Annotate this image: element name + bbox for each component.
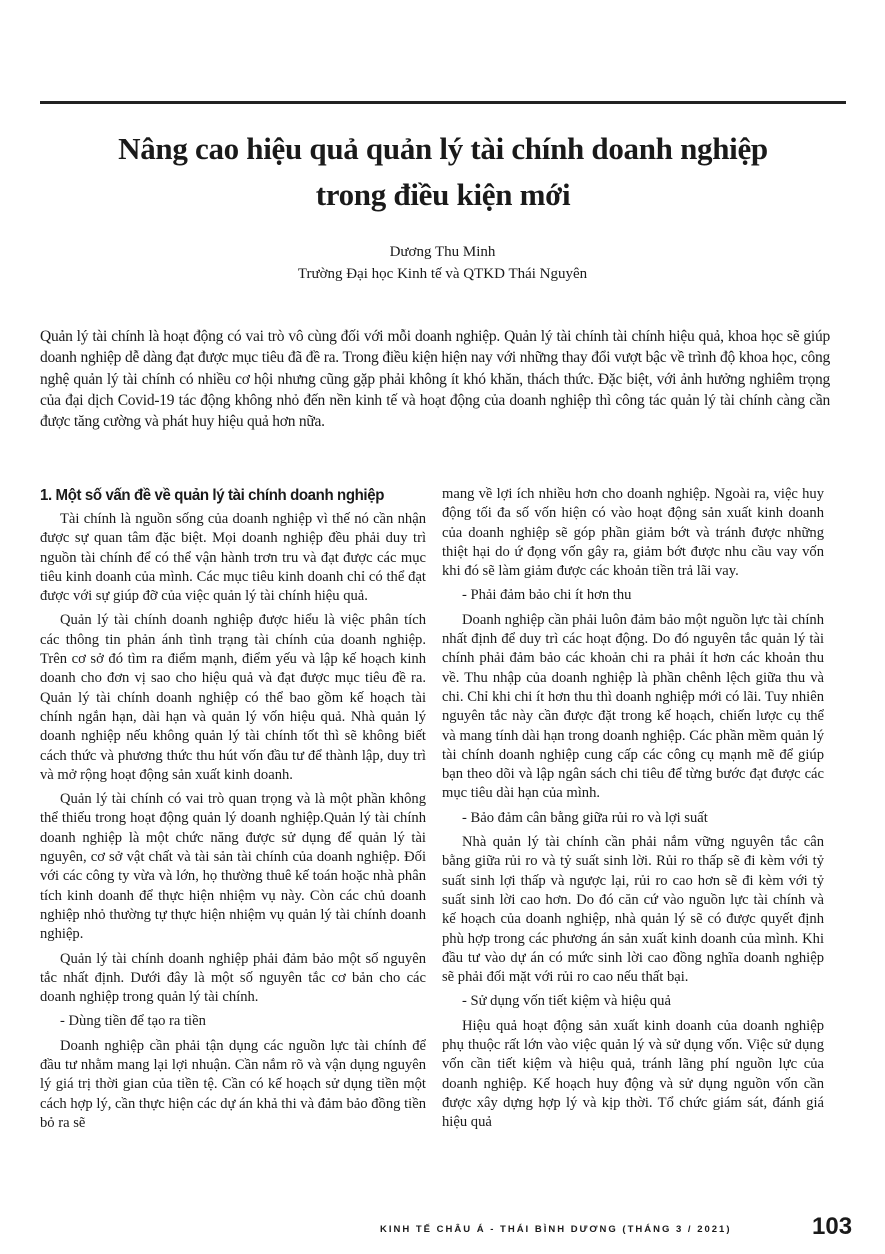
paragraph: Tài chính là nguồn sống của doanh nghiệp vì thế nó cần nhận được sự quan tâm đặc biệt. Mọi doanh nghiệp đều phải duy trì nguồn tài chính để có thể vận hành trơn tru và đạt được các mục tiêu kinh doanh của mình. Các mục tiêu kinh doanh chỉ có thể đạt được với sự giúp đỡ của việc quản lý tài chính hiệu quả. <box>40 511 426 605</box>
author-affiliation: Trường Đại học Kinh tế và QTKD Thái Nguyên <box>297 266 588 282</box>
paragraph: Quản lý tài chính doanh nghiệp được hiểu là việc phân tích các thông tin phản ánh tình trạng tài chính của doanh nghiệp. Trên cơ sở đó tìm ra điểm mạnh, điểm yếu và lập kế hoạch kinh doanh cho đơn vị sao cho hiệu quả và đạt được mục tiêu đề ra. Quản lý tài chính doanh nghiệp có thể bao gồm kế hoạch tài chính ngắn hạn, dài hạn và quản lý vốn hiệu quả. Nhà quản lý doanh nghiệp nếu không quản lý tài chính tốt thì sẽ không biết cách thức và phương thức thu hút vốn đầu tư để thành lập, duy trì và mở rộng hoạt động sản xuất kinh doanh. <box>40 612 426 783</box>
principle-heading: - Dùng tiền để tạo ra tiền <box>60 1013 206 1030</box>
header-rule <box>40 101 846 104</box>
paragraph: Doanh nghiệp cần phải luôn đảm bảo một nguồn lực tài chính nhất định để duy trì các hoạt động. Do đó nguyên tắc quản lý tài chính phải đảm bảo các khoản chi ra phải ít hơn các khoản thu về. Thu nhập của doanh nghiệp là phần chênh lệch giữa thu và chi. Chỉ khi chi ít hơn thu thì doanh nghiệp mới có lãi. Tuy nhiên nguyên tắc này cần được đặt trong kế hoạch, chiến lược cụ thể và mang tính dài hạn trong doanh nghiệp. Các phần mềm quản lý tài chính doanh nghiệp cung cấp các công cụ mạnh mẽ để giúp bạn theo dõi và lập ngân sách chi tiêu để từng bước đạt được các mục tiêu dài hạn của mình. <box>442 611 824 802</box>
title-line: Nâng cao hiệu quả quản lý tài chính doanh nghiệp <box>118 131 768 166</box>
paragraph: Quản lý tài chính có vai trò quan trọng và là một phần không thể thiếu trong hoạt động quản lý doanh nghiệp.Quản lý tài chính doanh nghiệp là một chức năng được sử dụng để quản lý tài nguyên, cơ sở vật chất và tài sản tài chính của doanh nghiệp. Đối với các công ty vừa và lớn, họ thường thuê kế toán hoặc nhà phân tích kinh doanh để thực hiện nhiệm vụ này. Còn các chủ doanh nghiệp nhỏ thường tự thực hiện nhiệm vụ quản lý tài chính doanh nghiệp. <box>40 791 426 943</box>
article-title <box>40 126 846 218</box>
author-name: Dương Thu Minh <box>389 244 496 260</box>
left-column <box>40 485 426 1138</box>
right-column <box>442 485 824 1138</box>
title-line: trong điều kiện mới <box>315 177 571 212</box>
journal-footer: KINH TẾ CHÂU Á - THÁI BÌNH DƯƠNG (THÁNG 3 / 2021) <box>380 1224 732 1235</box>
paragraph: Quản lý tài chính doanh nghiệp phải đảm bảo một số nguyên tắc nhất định. Dưới đây là một số nguyên tắc cơ bản cho các doanh nghiệp trong quản lý tài chính. <box>40 950 426 1006</box>
paragraph: mang về lợi ích nhiều hơn cho doanh nghiệp. Ngoài ra, việc huy động tối đa số vốn hiện có vào hoạt động sản xuất kinh doanh của doanh nghiệp sẽ góp phần giảm bớt và tránh được những thiệt hại do ứ đọng vốn gây ra, giảm bớt được nhu cầu vay vốn khi đó sẽ làm giảm được các khoản tiền trả lãi vay. <box>442 486 824 580</box>
page-number: 103 <box>812 1213 853 1240</box>
paragraph: Hiệu quả hoạt động sản xuất kinh doanh của doanh nghiệp phụ thuộc rất lớn vào việc quản lý và sử dụng vốn. Việc sử dụng vốn cần tiết kiệm và hiệu quả, tránh lãng phí nguồn lực của doanh nghiệp. Kế hoạch huy động và sử dụng nguồn vốn cần được xây dựng hợp lý và kịp thời. Tổ chức giám sát, đánh giá hiệu quả <box>442 1017 824 1131</box>
principle-heading: - Phải đảm bảo chi ít hơn thu <box>462 587 632 604</box>
section-heading: 1. Một số vấn đề về quản lý tài chính doanh nghiệp <box>40 487 385 504</box>
paragraph: Doanh nghiệp cần phải tận dụng các nguồn lực tài chính để đầu tư nhằm mang lại lợi nhuận. Cần nắm rõ và vận dụng nguyên lý giá trị thời gian của tiền tệ. Cần có kế hoạch sử dụng tiền một cách hợp lý, cần thực hiện các dự án khả thi và đảm bảo đồng tiền bỏ ra sẽ <box>40 1037 426 1131</box>
principle-heading: - Sử dụng vốn tiết kiệm và hiệu quả <box>462 993 671 1010</box>
abstract: Quản lý tài chính là hoạt động có vai trò vô cùng đối với mỗi doanh nghiệp. Quản lý tài chính tài chính hiệu quả, khoa học sẽ giúp doanh nghiệp dễ dàng đạt được mục tiêu đã đề ra. Trong điều kiện hiện nay với những thay đổi vượt bậc về trình độ khoa học, công nghệ quản lý tài chính có nhiều cơ hội nhưng cũng gặp phải không ít khó khăn, thách thức. Đặc biệt, với ảnh hưởng nghiêm trọng của đại dịch Covid-19 tác động không nhỏ đến nền kinh tế và hoạt động của doanh nghiệp thì công tác quản lý tài chính càng cần được tăng cường và phát huy hiệu quả hơn nữa. <box>40 328 830 431</box>
principle-heading: - Bảo đảm cân bằng giữa rủi ro và lợi suất <box>462 809 708 826</box>
paragraph: Nhà quản lý tài chính cần phải nắm vững nguyên tắc cân bằng giữa rủi ro và tỷ suất sinh lời. Rủi ro thấp sẽ đi kèm với tỷ suất sinh lợi thấp và ngược lại, rủi ro cao hơn sẽ đi kèm với tỷ suất sinh lời cao hơn. Do đó căn cứ vào nguồn lực tài chính và kế hoạch của doanh nghiệp, nhà quản lý sẽ có được quyết định phù hợp trong các phương án sản xuất kinh doanh của mình. Khi đầu tư vào dự án có mức sinh lời cao đồng nghĩa doanh nghiệp sẽ phải đối mặt với rủi ro cao nếu thất bại. <box>442 834 824 986</box>
